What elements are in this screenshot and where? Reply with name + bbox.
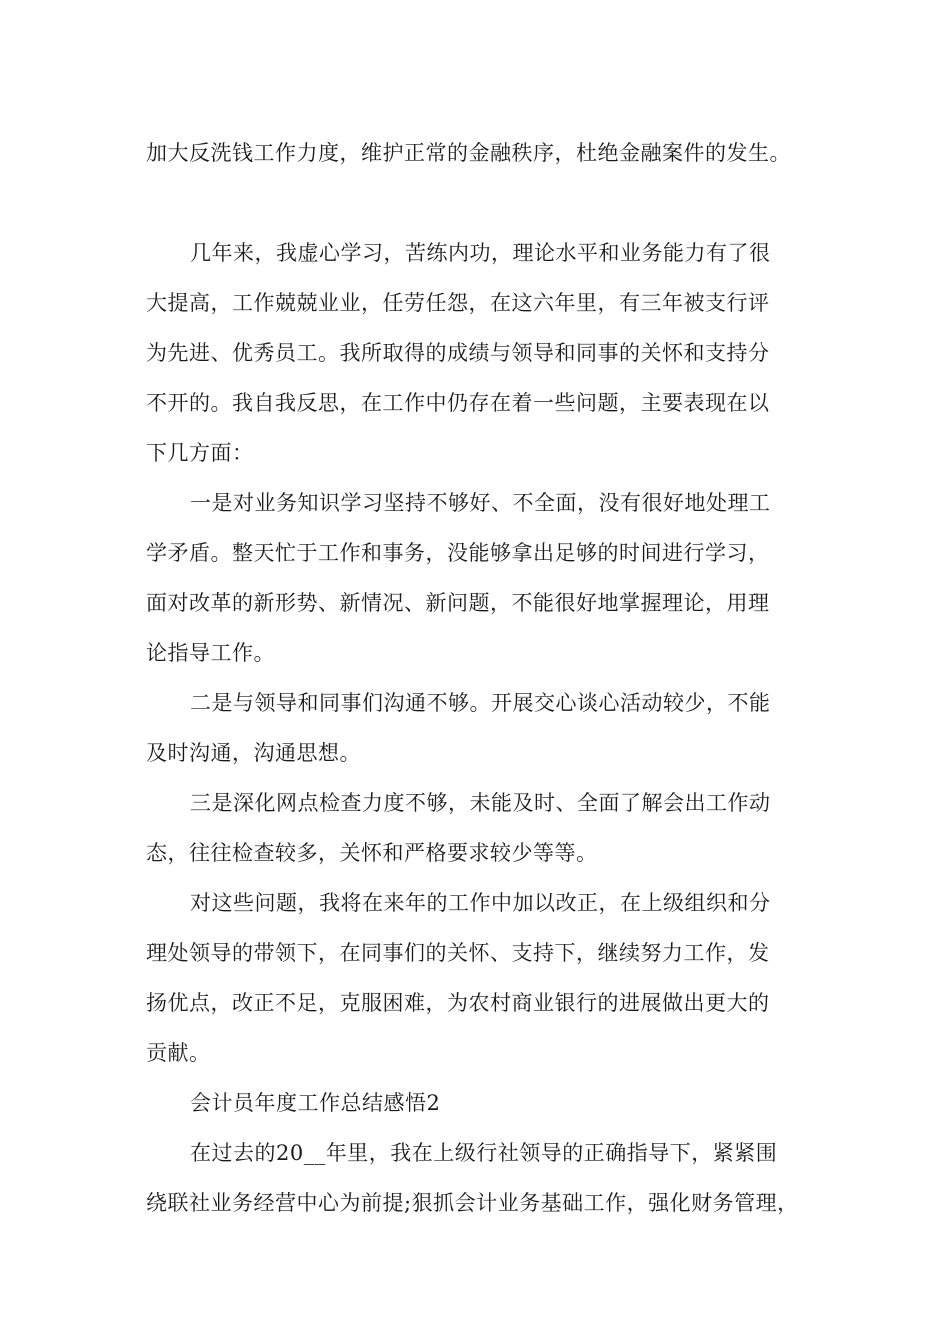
text-line: 为先进、优秀员工。我所取得的成绩与领导和同事的关怀和支持分 (146, 341, 770, 365)
text-line: 三是深化网点检查力度不够，未能及时、全面了解会出工作动 (190, 791, 771, 815)
text-line: 态，往往检查较多，关怀和严格要求较少等等。 (146, 841, 598, 865)
text-line: 理处领导的带领下，在同事们的关怀、支持下，继续努力工作，发 (146, 941, 770, 965)
text-line: 在过去的20__年里，我在上级行社领导的正确指导下，紧紧围 (190, 1141, 778, 1165)
text-line: 不开的。我自我反思，在工作中仍存在着一些问题，主要表现在以 (146, 391, 770, 415)
text-line: 二是与领导和同事们沟通不够。开展交心谈心活动较少，不能 (190, 691, 771, 715)
text-line: 绕联社业务经营中心为前提;狠抓会计业务基础工作，强化财务管理， (146, 1191, 799, 1215)
text-line: 面对改革的新形势、新情况、新问题，不能很好地掌握理论，用理 (146, 591, 770, 615)
text-line: 学矛盾。整天忙于工作和事务，没能够拿出足够的时间进行学习， (146, 541, 770, 565)
text-line: 论指导工作。 (146, 641, 275, 665)
document-body (146, 128, 826, 1228)
paragraph-gap (146, 178, 826, 228)
section-heading: 会计员年度工作总结感悟2 (190, 1091, 441, 1115)
text-line: 加大反洗钱工作力度，维护正常的金融秩序，杜绝金融案件的发生。 (146, 141, 791, 165)
text-line: 扬优点，改正不足，克服困难，为农村商业银行的进展做出更大的 (146, 991, 770, 1015)
text-line: 及时沟通，沟通思想。 (146, 741, 361, 765)
text-line: 下几方面： (146, 441, 254, 465)
text-line: 对这些问题，我将在来年的工作中加以改正，在上级组织和分 (190, 891, 771, 915)
text-line: 一是对业务知识学习坚持不够好、不全面，没有很好地处理工 (190, 491, 771, 515)
text-line: 大提高，工作兢兢业业，任劳任怨，在这六年里，有三年被支行评 (146, 291, 770, 315)
text-line: 贡献。 (146, 1041, 211, 1065)
text-line: 几年来，我虚心学习，苦练内功，理论水平和业务能力有了很 (190, 241, 771, 265)
